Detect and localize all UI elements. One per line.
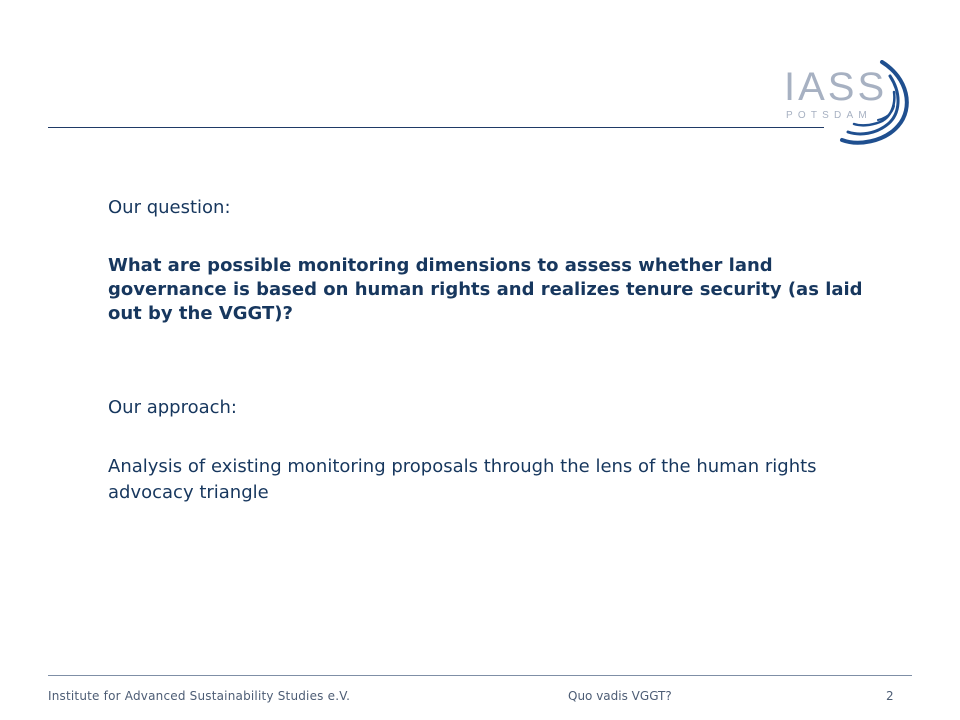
- slide-content: [108, 196, 868, 506]
- question-label: Our question:: [108, 197, 231, 218]
- page-number: 2: [886, 689, 894, 703]
- footer-presentation-title: Quo vadis VGGT?: [568, 689, 672, 703]
- header-divider: [48, 127, 824, 128]
- iass-logo: [784, 60, 914, 150]
- approach-label: Our approach:: [108, 397, 237, 418]
- logo-wordmark: IASS: [784, 65, 888, 109]
- approach-text: Analysis of existing monitoring proposals through the lens of the human rights advocacy triangle: [108, 456, 817, 503]
- logo-subtitle: POTSDAM: [786, 110, 872, 121]
- footer-divider: [48, 675, 912, 676]
- footer-organization: Institute for Advanced Sustainability Studies e.V.: [48, 689, 351, 703]
- question-text: What are possible monitoring dimensions to assess whether land governance is based on human rights and realizes tenure security (as laid out by the VGGT)?: [108, 255, 863, 324]
